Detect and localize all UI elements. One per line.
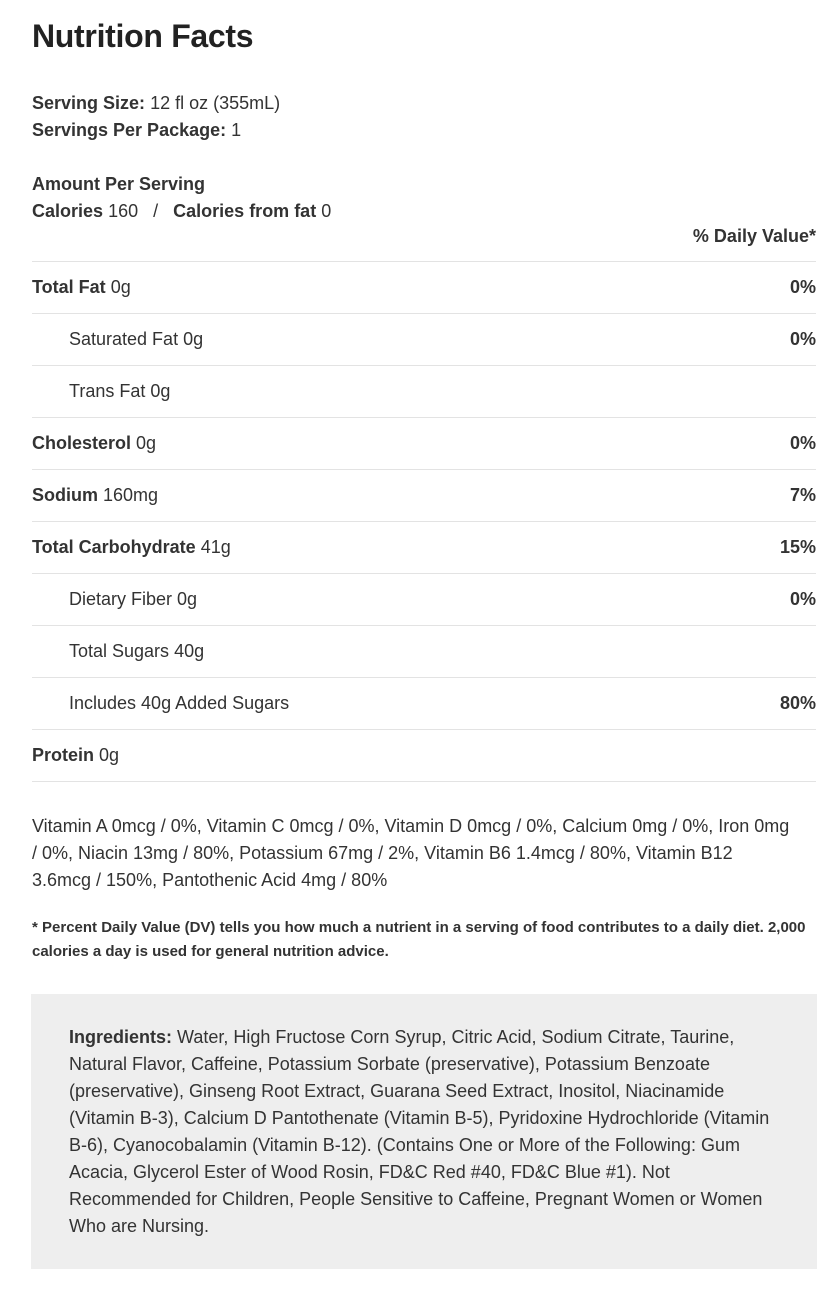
nutrient-row-total-sugars <box>32 625 816 677</box>
calories-value: 160 <box>108 201 139 221</box>
nutrient-name: Total Carbohydrate <box>32 537 196 557</box>
nutrient-name: Total Fat <box>32 277 106 297</box>
vitamins-minerals: Vitamin A 0mcg / 0%, Vitamin C 0mcg / 0%, Vitamin D 0mcg / 0%, Calcium 0mg / 0%, Iron 0mg / 0%, Niacin 13mg / 80%, Potassium 67mg / 2%, Vitamin B6 1.4mcg / 80%, Vitamin B12 3.6mcg / 150%, Pantothenic Acid 4mg / 80% <box>32 816 790 890</box>
nutrient-row-total-carbohydrate <box>32 521 816 573</box>
servings-per-package-label: Servings Per Package: <box>32 120 227 140</box>
servings-per-package-line <box>32 117 280 144</box>
nutrient-dv: 7% <box>789 485 816 505</box>
nutrient-amount: 0g <box>136 433 157 453</box>
daily-value-footnote: * Percent Daily Value (DV) tells you how much a nutrient in a serving of food contributes to a daily diet. 2,000 calories a day is used for general nutrition advice. <box>32 919 806 960</box>
nutrient-name: Includes 40g Added Sugars <box>69 693 290 713</box>
nutrient-amount: 40g <box>174 641 205 661</box>
serving-info <box>32 90 280 144</box>
nutrient-table <box>32 261 816 782</box>
nutrient-amount: 41g <box>200 537 231 557</box>
calories-from-fat-label: Calories from fat <box>173 201 317 221</box>
nutrient-row-trans-fat <box>32 365 816 417</box>
nutrient-row-dietary-fiber <box>32 573 816 625</box>
amount-heading: Amount Per Serving <box>32 174 206 194</box>
nutrient-dv: 0% <box>789 589 816 609</box>
nutrient-name: Dietary Fiber <box>69 589 173 609</box>
calories-separator: / <box>153 201 159 221</box>
nutrient-row-cholesterol <box>32 417 816 469</box>
nutrient-dv: 15% <box>779 537 816 557</box>
calories-label: Calories <box>32 201 104 221</box>
nutrient-name: Cholesterol <box>32 433 132 453</box>
nutrient-amount: 0g <box>177 589 198 609</box>
nutrient-name: Protein <box>32 745 95 765</box>
nutrient-row-protein <box>32 729 816 782</box>
serving-size-label: Serving Size: <box>32 93 146 113</box>
calories-line <box>32 198 331 225</box>
daily-value-header: % Daily Value* <box>692 226 816 246</box>
ingredients-label: Ingredients: <box>69 1027 173 1047</box>
nutrient-amount: 0g <box>183 329 204 349</box>
serving-size-value: 12 fl oz (355mL) <box>150 93 281 113</box>
nutrient-amount: 0g <box>99 745 120 765</box>
nutrient-name: Saturated Fat <box>69 329 179 349</box>
nutrient-dv: 0% <box>789 433 816 453</box>
ingredients-box <box>31 994 817 1269</box>
servings-per-package-value: 1 <box>231 120 242 140</box>
page-title: Nutrition Facts <box>32 18 254 54</box>
nutrient-row-added-sugars <box>32 677 816 729</box>
nutrient-amount: 0g <box>110 277 131 297</box>
serving-size-line <box>32 90 280 117</box>
amount-per-serving <box>32 171 331 225</box>
nutrient-amount: 160mg <box>103 485 159 505</box>
ingredients-text: Water, High Fructose Corn Syrup, Citric Acid, Sodium Citrate, Taurine, Natural Flavor, Caffeine, Potassium Sorbate (preservative), Potassium Benzoate (preservative), Ginseng Root Extract, Guarana Seed Extract, Inositol, Niacinamide (Vitamin B-3), Calcium D Pantothenate (Vitamin B-5), Pyridoxine Hydrochloride (Vitamin B-6), Cyanocobalamin (Vitamin B-12). (Contains One or More of the Following: Gum Acacia, Glycerol Ester of Wood Rosin, FD&C Red #40, FD&C Blue #1). Not Recommended for Children, People Sensitive to Caffeine, Pregnant Women or Women Who are Nursing. <box>69 1027 770 1236</box>
nutrient-dv: 0% <box>789 277 816 297</box>
nutrient-dv: 80% <box>779 693 816 713</box>
nutrient-row-sodium <box>32 469 816 521</box>
nutrient-dv: 0% <box>789 329 816 349</box>
calories-from-fat-value: 0 <box>321 201 332 221</box>
nutrient-row-total-fat <box>32 261 816 313</box>
nutrient-name: Total Sugars <box>69 641 170 661</box>
nutrient-row-saturated-fat <box>32 313 816 365</box>
nutrient-name: Trans Fat <box>69 381 146 401</box>
nutrient-amount: 0g <box>150 381 171 401</box>
nutrient-name: Sodium <box>32 485 98 505</box>
